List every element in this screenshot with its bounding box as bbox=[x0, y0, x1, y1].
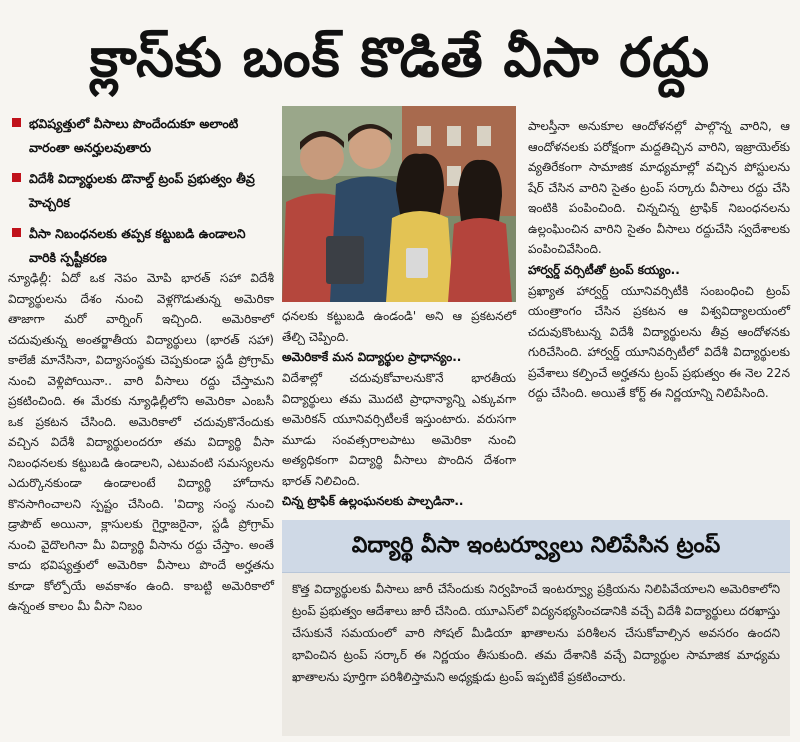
bullet-text: విదేశీ విద్యార్థులకు డొనాల్డ్ ట్రంప్ ప్రభుత్వం తీవ్ర హెచ్చరిక bbox=[29, 171, 255, 210]
col2-subheading-2: చిన్న ట్రాఫిక్ ఉల్లంఘనలకు పాల్పడినా.. bbox=[282, 494, 464, 508]
col2-subheading: అమెరికాకే మన విద్యార్థుల ప్రాధాన్యం.. bbox=[282, 350, 462, 364]
bullet-item bbox=[10, 222, 272, 270]
article-column-1: న్యూఢిల్లీ: ఏదో ఒక నెపం మోపి భారత్ సహా విదేశీ విద్యార్థులను దేశం నుంచి వెళ్లగొడుతున్న అమెరికా తాజాగా మరో వార్నింగ్ ఇచ్చింది. అమెరికాలో చదువుతున్న అంతర్జాతీయ విద్యార్థులు (భారత్ సహా) కాలేజీ మానేసినా, విద్యాసంస్థకు చెప్పకుండా స్టడీ ప్రోగ్రామ్ నుంచి వెళ్లిపోయినా.. వారి వీసాలు రద్దు చేస్తామని ప్రకటించింది. ఈ మేరకు న్యూఢిల్లీలోని అమెరికా ఎంబసీ ఒక ప్రకటన చేసింది. అమెరికాలో చదువుకొనేందుకు వచ్చిన విదేశీ విద్యార్థులందరూ తమ విద్యార్థి వీసా నిబంధనలకు కట్టుబడి ఉండాలని, ఎటువంటి సమస్యలను ఎదుర్కొనకుండా ఉండాలంటే విద్యార్థి హోదాను కొనసాగించాలని స్పష్టం చేసింది. 'విద్యా సంస్థ నుంచి డ్రాపౌట్ అయినా, క్లాసులకు గైర్హాజరైనా, స్టడీ ప్రోగ్రామ్ నుంచి వైదొలగినా మీ విద్యార్థి వీసాను రద్దు చేస్తాం. అంతే కాదు భవిష్యత్తులో అమెరికా వీసాలు పొందే అర్హతను కూడా కోల్పోయే అవకాశం ఉంది. కాబట్టి అమెరికాలో ఉన్నంత కాలం మీ వీసా నిబం bbox=[8, 271, 274, 613]
highlight-bullets bbox=[10, 112, 272, 277]
col3-subheading: హార్వర్డ్ వర్సిటీతో ట్రంప్ కయ్యం.. bbox=[528, 262, 680, 277]
article-column-2 bbox=[282, 306, 516, 512]
box-title: విద్యార్థి వీసా ఇంటర్వ్యూలు నిలిపేసిన ట్రంప్ bbox=[351, 533, 721, 558]
box-header bbox=[282, 520, 790, 573]
bullet-square-icon bbox=[12, 173, 21, 182]
bullet-item bbox=[10, 167, 272, 215]
col2-paragraph-2: విదేశాల్లో చదువుకోవాలనుకొనే భారతీయ విద్యార్థులు తమ మొదటి ప్రాధాన్యాన్ని ఎక్కువగా అమెరికన్ యూనివర్సిటీలకే ఇస్తుంటారు. వరుసగా మూడు సంవత్సరాలపాటు అమెరికా నుంచి అత్యధికంగా విద్యార్థి వీసాలు పొందిన దేశంగా భారత్ నిలిచింది. bbox=[282, 371, 516, 488]
article-column-3 bbox=[528, 116, 790, 404]
col3-paragraph: పాలస్తీనా అనుకూల ఆందోళనల్లో పాల్గొన్న వారిని, ఆ ఆందోళనలకు పరోక్షంగా మద్దతిచ్చిన వారిని, ఇజ్రాయెల్‌కు వ్యతిరేకంగా సామాజిక మాధ్యమాల్లో వచ్చిన పోస్టులను షేర్ చేసిన వారిని సైతం ట్రంప్ సర్కారు వీసాలు రద్దు చేసి ఇంటికి పంపించింది. చిన్నచిన్న ట్రాఫిక్ నిబంధనలను ఉల్లంఘించిన వారిని సైతం వీసాలు రద్దుచేసి స్వదేశాలకు పంపించివేసింది. bbox=[528, 119, 790, 256]
col3-paragraph-2: ప్రఖ్యాత హార్వర్డ్ యూనివర్సిటీకి సంబంధించి ట్రంప్ యంత్రాంగం చేసిన ప్రకటన ఆ విశ్వవిద్యాలయంలో చదువుకొంటున్న విదేశీ విద్యార్థులను తీవ్ర ఆందోళనకు గురిచేసింది. హార్వర్డ్ యూనివర్సిటీలో విదేశీ విద్యార్థులకు ప్రవేశాలు కల్పించే అర్హతను ట్రంప్ ప్రభుత్వం ఈ నెల 22న రద్దు చేసింది. అయితే కోర్ట్ ఈ నిర్ణయాన్ని నిలిపేసింది. bbox=[528, 283, 790, 400]
students-photo-illustration bbox=[282, 106, 516, 302]
bullet-square-icon bbox=[12, 228, 21, 237]
bullet-square-icon bbox=[12, 118, 21, 127]
col2-paragraph: ధనలకు కట్టుబడి ఉండండి' అని ఆ ప్రకటనలో తేల్చి చెప్పింది. bbox=[282, 309, 516, 344]
box-paragraph: కొత్త విద్యార్థులకు వీసాలు జారీ చేసేందుకు నిర్వహించే ఇంటర్వ్యూ ప్రక్రియను నిలిపివేయాలని అమెరికాలోని ట్రంప్ ప్రభుత్వం ఆదేశాలు జారీ చేసింది. యూఎస్‌లో విద్యనభ్యసించడానికి వచ్చే విదేశీ విద్యార్థులు దరఖాస్తు చేసుకునే సమయంలో వారి సోషల్ మీడియా ఖాతాలను పరిశీలన చేసుకోవాల్సిన అవసరం ఉందని భావించిన ట్రంప్ సర్కార్ ఈ నిర్ణయం తీసుకుంది. తమ దేశానికి వచ్చే విద్యార్థుల సామాజిక మాధ్యమ ఖాతాలను పూర్తిగా పరిశీలిస్తామని అధ్యక్షుడు ట్రంప్ ఇప్పటికే ప్రకటించారు. bbox=[292, 582, 780, 684]
sidebar-box bbox=[282, 520, 790, 736]
students-photo bbox=[282, 106, 516, 302]
bullet-item bbox=[10, 112, 272, 160]
headline: క్లాస్‌కు బంక్ కొడితే వీసా రద్దు bbox=[89, 26, 711, 89]
bullet-text: భవిష్యత్తులో వీసాలు పొందేందుకూ అలాంటి వారంతా అనర్హులవుతారు bbox=[29, 116, 239, 155]
bullet-text: వీసా నిబంధనలకు తప్పక కట్టుబడి ఉండాలని వారికి స్పష్టీకరణ bbox=[29, 226, 246, 265]
